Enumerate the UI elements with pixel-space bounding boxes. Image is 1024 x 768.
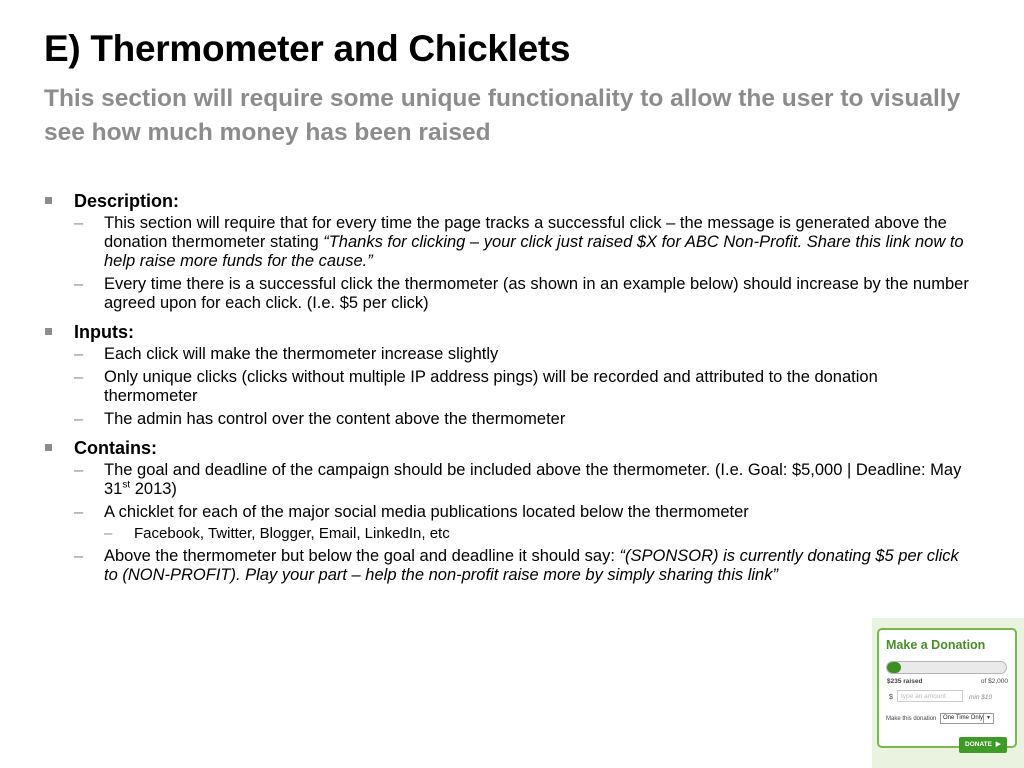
- donate-button[interactable]: [959, 737, 1007, 753]
- dash-bullet: –: [74, 275, 84, 293]
- list-item: [74, 503, 974, 543]
- description-item-text: This section will require that for every time the page tracks a successful click – the message is generated above the donation thermometer stating: [104, 214, 947, 251]
- slide-title: E) Thermometer and Chicklets: [44, 28, 571, 69]
- list-item: [74, 368, 974, 406]
- contains-item-text: Above the thermometer but below the goal and deadline it should say:: [104, 547, 620, 565]
- social-networks-text: Facebook, Twitter, Blogger, Email, LinkedIn, etc: [134, 525, 450, 542]
- contains-item-text: The goal and deadline of the campaign should be included above the thermometer. (I.e. Goal: $5,000 | Deadline: May 31: [104, 461, 962, 498]
- description-item-quote: “Thanks for clicking – your click just raised $X for ABC Non-Profit. Share this link now to help raise more funds for the cause.”: [104, 233, 964, 270]
- slide-subtitle: This section will require some unique functionality to allow the user to visually see how much money has been raised: [44, 85, 961, 146]
- frequency-value: One Time Only: [943, 715, 984, 721]
- contains-heading: Contains:: [74, 438, 157, 458]
- raised-amount: $235 raised: [887, 678, 923, 685]
- inputs-list: [74, 345, 974, 429]
- square-bullet-icon: [45, 328, 52, 335]
- donation-amount-input[interactable]: [897, 690, 963, 702]
- list-item: [74, 275, 974, 313]
- play-arrow-icon: ▶: [995, 741, 1001, 748]
- inputs-section: [44, 321, 974, 429]
- social-list: [104, 525, 974, 543]
- donation-thermometer: [886, 661, 1007, 674]
- description-item-text: Every time there is a successful click the thermometer (as shown in an example below) should increase by the number agreed upon for each click. (I.e. $5 per click): [104, 275, 969, 312]
- square-bullet-icon: [45, 197, 52, 204]
- contains-item-text: A chicklet for each of the major social media publications located below the thermometer: [104, 503, 749, 521]
- dash-bullet: –: [74, 410, 84, 428]
- description-list: [74, 214, 974, 313]
- thermometer-fill: [887, 662, 901, 673]
- contains-item-quote: “(SPONSOR) is currently donating $5 per click to (NON-PROFIT). Play your part – help the non-profit raise more by simply sharing this link”: [104, 547, 959, 584]
- list-item: [104, 525, 974, 543]
- dash-bullet: –: [74, 345, 84, 363]
- dash-bullet: –: [74, 547, 84, 565]
- frequency-label: Make this donation: [886, 716, 937, 722]
- list-item: [74, 410, 974, 429]
- contains-list: [74, 461, 974, 585]
- square-bullet-icon: [45, 444, 52, 451]
- dash-bullet: –: [74, 503, 84, 521]
- dropdown-arrow-icon[interactable]: ▼: [983, 714, 993, 723]
- list-item: [74, 214, 974, 271]
- inputs-item-text: Each click will make the thermometer increase slightly: [104, 345, 499, 363]
- minimum-amount: min $10: [969, 694, 993, 701]
- frequency-select[interactable]: [940, 713, 994, 724]
- contains-section: [44, 437, 974, 585]
- donation-card: [877, 628, 1017, 748]
- dash-bullet: –: [104, 525, 113, 542]
- donate-button-label: DONATE: [965, 741, 992, 748]
- dash-bullet: –: [74, 461, 84, 479]
- donation-widget-example: [872, 618, 1024, 768]
- description-heading: Description:: [74, 191, 180, 211]
- inputs-item-text: The admin has control over the content above the thermometer: [104, 410, 566, 428]
- dash-bullet: –: [74, 214, 84, 232]
- list-item: [74, 461, 974, 499]
- inputs-item-text: Only unique clicks (clicks without multiple IP address pings) will be recorded and attributed to the donation thermometer: [104, 368, 878, 405]
- ordinal-suffix: st: [122, 479, 131, 491]
- donation-title: Make a Donation: [886, 638, 986, 652]
- goal-amount: of $2,000: [980, 678, 1008, 685]
- contains-item-text-end: 2013): [130, 480, 177, 498]
- list-item: [74, 345, 974, 364]
- description-section: [44, 190, 974, 313]
- slide-content: [44, 190, 974, 593]
- dash-bullet: –: [74, 368, 84, 386]
- inputs-heading: Inputs:: [74, 322, 134, 342]
- list-item: [74, 547, 974, 585]
- currency-symbol: $: [889, 694, 893, 701]
